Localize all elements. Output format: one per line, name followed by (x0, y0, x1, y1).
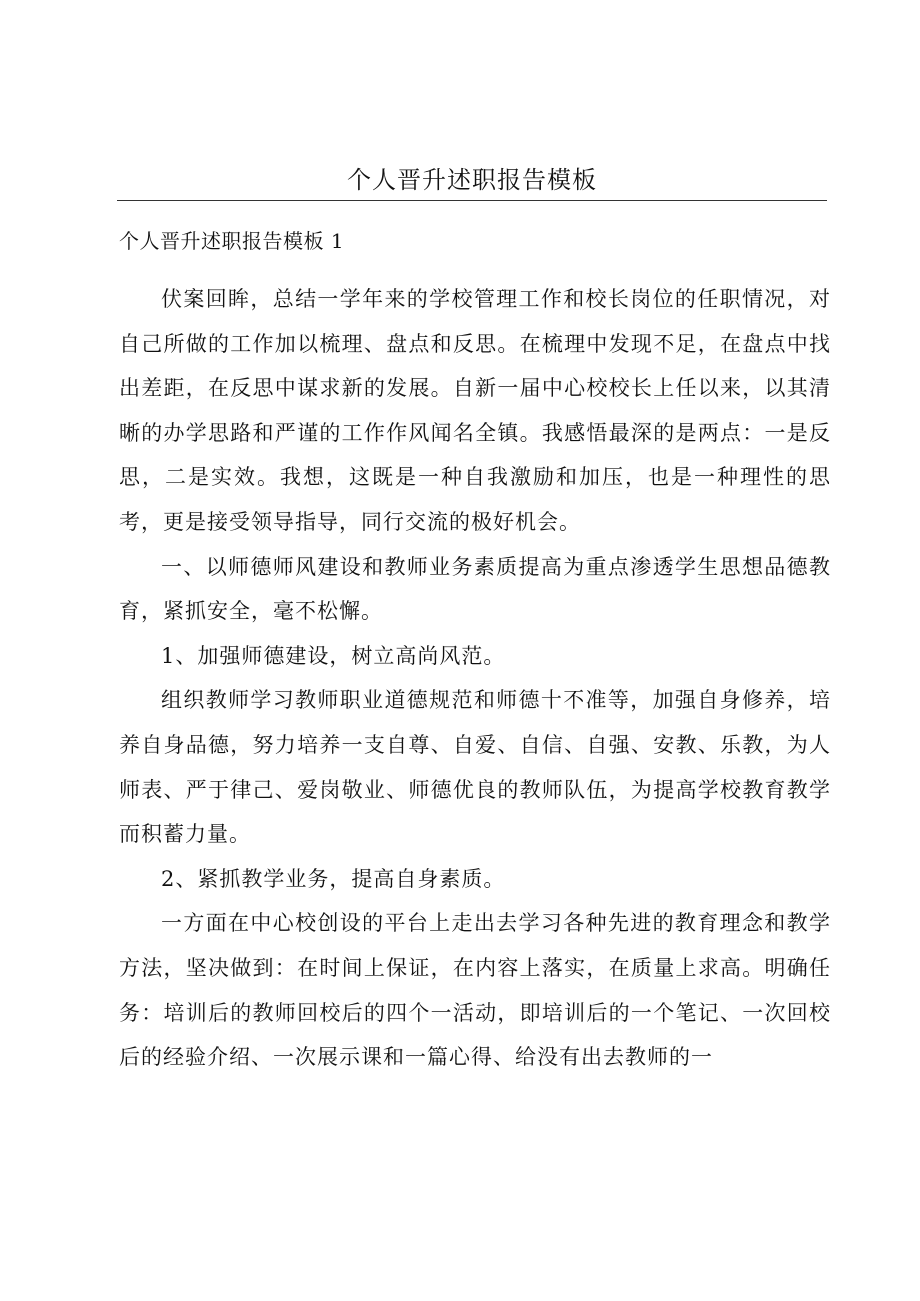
paragraph-item-1-body: 组织教师学习教师职业道德规范和师德十不准等，加强自身修养，培养自身品德，努力培养一支自尊、自爱、自信、自强、安教、乐教，为人师表、严于律己、爱岗敬业、师德优良的教师队伍，为提高学校教育教学而积蓄力量。 (119, 688, 831, 847)
title-underline (117, 200, 827, 201)
paragraph-item-1-heading: 1、加强师德建设，树立高尚风范。 (161, 643, 506, 668)
document-title: 个人晋升述职报告模板 (347, 166, 597, 194)
paragraph-item-2-body: 一方面在中心校创设的平台上走出去学习各种先进的教育理念和教学方法，坚决做到：在时间上保证，在内容上落实，在质量上求高。明确任务：培训后的教师回校后的四个一活动，即培训后的一个笔记、一次回校后的经验介绍、一次展示课和一篇心得、给没有出去教师的一 (119, 911, 831, 1070)
paragraph-intro: 伏案回眸，总结一学年来的学校管理工作和校长岗位的任职情况，对自己所做的工作加以梳理、盘点和反思。在梳理中发现不足，在盘点中找出差距，在反思中谋求新的发展。自新一届中心校校长上任以来，以其清晰的办学思路和严谨的工作作风闻名全镇。我感悟最深的是两点：一是反思，二是实效。我想，这既是一种自我激励和加压，也是一种理性的思考，更是接受领导指导，同行交流的极好机会。 (119, 287, 831, 534)
document-body (119, 277, 831, 1080)
paragraph-item-2-heading: 2、紧抓教学业务，提高自身素质。 (161, 866, 506, 891)
paragraph-section-1-heading: 一、以师德师风建设和教师业务素质提高为重点渗透学生思想品德教育，紧抓安全，毫不松懈。 (119, 554, 831, 624)
section-subtitle: 个人晋升述职报告模板 1 (119, 229, 345, 253)
